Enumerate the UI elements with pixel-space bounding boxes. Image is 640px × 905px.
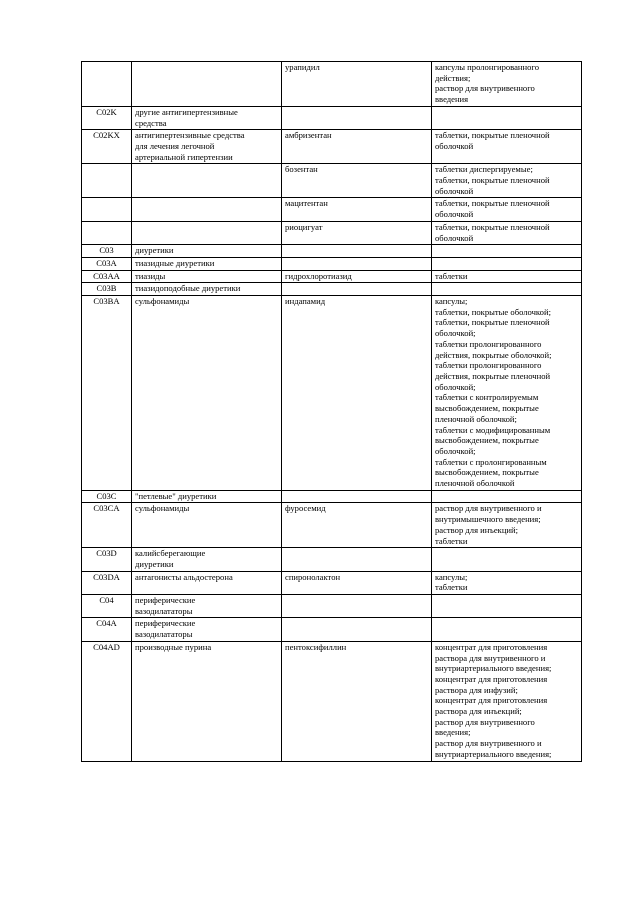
dosage-form-cell [432,283,582,296]
group-cell: сульфонамиды [132,503,282,548]
inn-cell: амбризентан [282,130,432,164]
atc-code-cell [82,62,132,107]
dosage-form-cell [432,245,582,258]
table-row [82,257,582,270]
dosage-form-cell: таблетки, покрытые пленочной оболочкой [432,198,582,221]
atc-code-cell: C03CA [82,503,132,548]
table-row [82,164,582,198]
table-row [82,62,582,107]
table-row [82,106,582,129]
group-cell: другие антигипертензивные средства [132,106,282,129]
atc-code-cell [82,164,132,198]
inn-cell [282,245,432,258]
dosage-form-cell [432,595,582,618]
dosage-form-cell: концентрат для приготовления раствора для внутривенного и внутриартериального введения; концентрат для приготовления раствора для инфузий; концентрат для приготовления раствора для инъекций; раствор для внутривенного введения; раствор для внутривенного и внутриартериального введения; [432,641,582,761]
group-cell [132,164,282,198]
group-cell: антагонисты альдостерона [132,571,282,594]
dosage-form-cell: таблетки, покрытые пленочной оболочкой [432,130,582,164]
group-cell: калийсберегающие диуретики [132,548,282,571]
table-row [82,130,582,164]
atc-code-cell [82,198,132,221]
inn-cell: риоцигуат [282,221,432,244]
inn-cell: урапидил [282,62,432,107]
inn-cell: пентоксифиллин [282,641,432,761]
dosage-form-cell [432,490,582,503]
group-cell [132,221,282,244]
inn-cell: индапамид [282,296,432,491]
table-row [82,490,582,503]
group-cell: "петлевые" диуретики [132,490,282,503]
dosage-form-cell: капсулы; таблетки [432,571,582,594]
atc-code-cell: C04 [82,595,132,618]
inn-cell [282,595,432,618]
dosage-form-cell [432,257,582,270]
inn-cell: спиронолактон [282,571,432,594]
dosage-form-cell [432,106,582,129]
atc-code-cell: C03BA [82,296,132,491]
inn-cell [282,257,432,270]
dosage-form-cell [432,618,582,641]
drug-table [81,61,582,762]
inn-cell [282,283,432,296]
inn-cell: гидрохлоротиазид [282,270,432,283]
group-cell: производные пурина [132,641,282,761]
dosage-form-cell: капсулы; таблетки, покрытые оболочкой; таблетки, покрытые пленочной оболочкой; таблетки пролонгированного действия, покрытые оболочкой; таблетки пролонгированного действия, покрытые пленочной оболочкой; таблетки с контролируемым высвобождением, покрытые пленочной оболочкой; таблетки с модифицированным высвобождением, покрытые оболочкой; таблетки с пролонгированным высвобождением, покрытые пленочной оболочкой [432,296,582,491]
inn-cell: мацитентан [282,198,432,221]
table-body [82,62,582,762]
group-cell: диуретики [132,245,282,258]
inn-cell [282,548,432,571]
group-cell: антигипертензивные средства для лечения легочной артериальной гипертензии [132,130,282,164]
table-row [82,641,582,761]
table-row [82,503,582,548]
inn-cell [282,490,432,503]
table-row [82,595,582,618]
table-row [82,571,582,594]
table-row [82,245,582,258]
inn-cell [282,106,432,129]
inn-cell: фуросемид [282,503,432,548]
group-cell: тиазидные диуретики [132,257,282,270]
group-cell [132,62,282,107]
group-cell: тиазидоподобные диуретики [132,283,282,296]
atc-code-cell: C03C [82,490,132,503]
atc-code-cell: C02KX [82,130,132,164]
atc-code-cell: C04AD [82,641,132,761]
table-row [82,198,582,221]
dosage-form-cell: таблетки, покрытые пленочной оболочкой [432,221,582,244]
table-row [82,548,582,571]
group-cell: периферические вазодилататоры [132,595,282,618]
group-cell: тиазиды [132,270,282,283]
atc-code-cell: C03DA [82,571,132,594]
atc-code-cell: C03 [82,245,132,258]
atc-code-cell: C03D [82,548,132,571]
table-row [82,221,582,244]
atc-code-cell: C03A [82,257,132,270]
atc-code-cell: C03B [82,283,132,296]
group-cell: сульфонамиды [132,296,282,491]
table-row [82,618,582,641]
atc-code-cell: C02K [82,106,132,129]
table-row [82,270,582,283]
dosage-form-cell: раствор для внутривенного и внутримышечного введения; раствор для инъекций; таблетки [432,503,582,548]
inn-cell: бозентан [282,164,432,198]
dosage-form-cell: таблетки [432,270,582,283]
atc-code-cell: C04A [82,618,132,641]
atc-code-cell: C03AA [82,270,132,283]
inn-cell [282,618,432,641]
dosage-form-cell: капсулы пролонгированного действия; раствор для внутривенного введения [432,62,582,107]
table-row [82,283,582,296]
dosage-form-cell: таблетки диспергируемые; таблетки, покрытые пленочной оболочкой [432,164,582,198]
group-cell [132,198,282,221]
table-row [82,296,582,491]
group-cell: периферические вазодилататоры [132,618,282,641]
dosage-form-cell [432,548,582,571]
atc-code-cell [82,221,132,244]
